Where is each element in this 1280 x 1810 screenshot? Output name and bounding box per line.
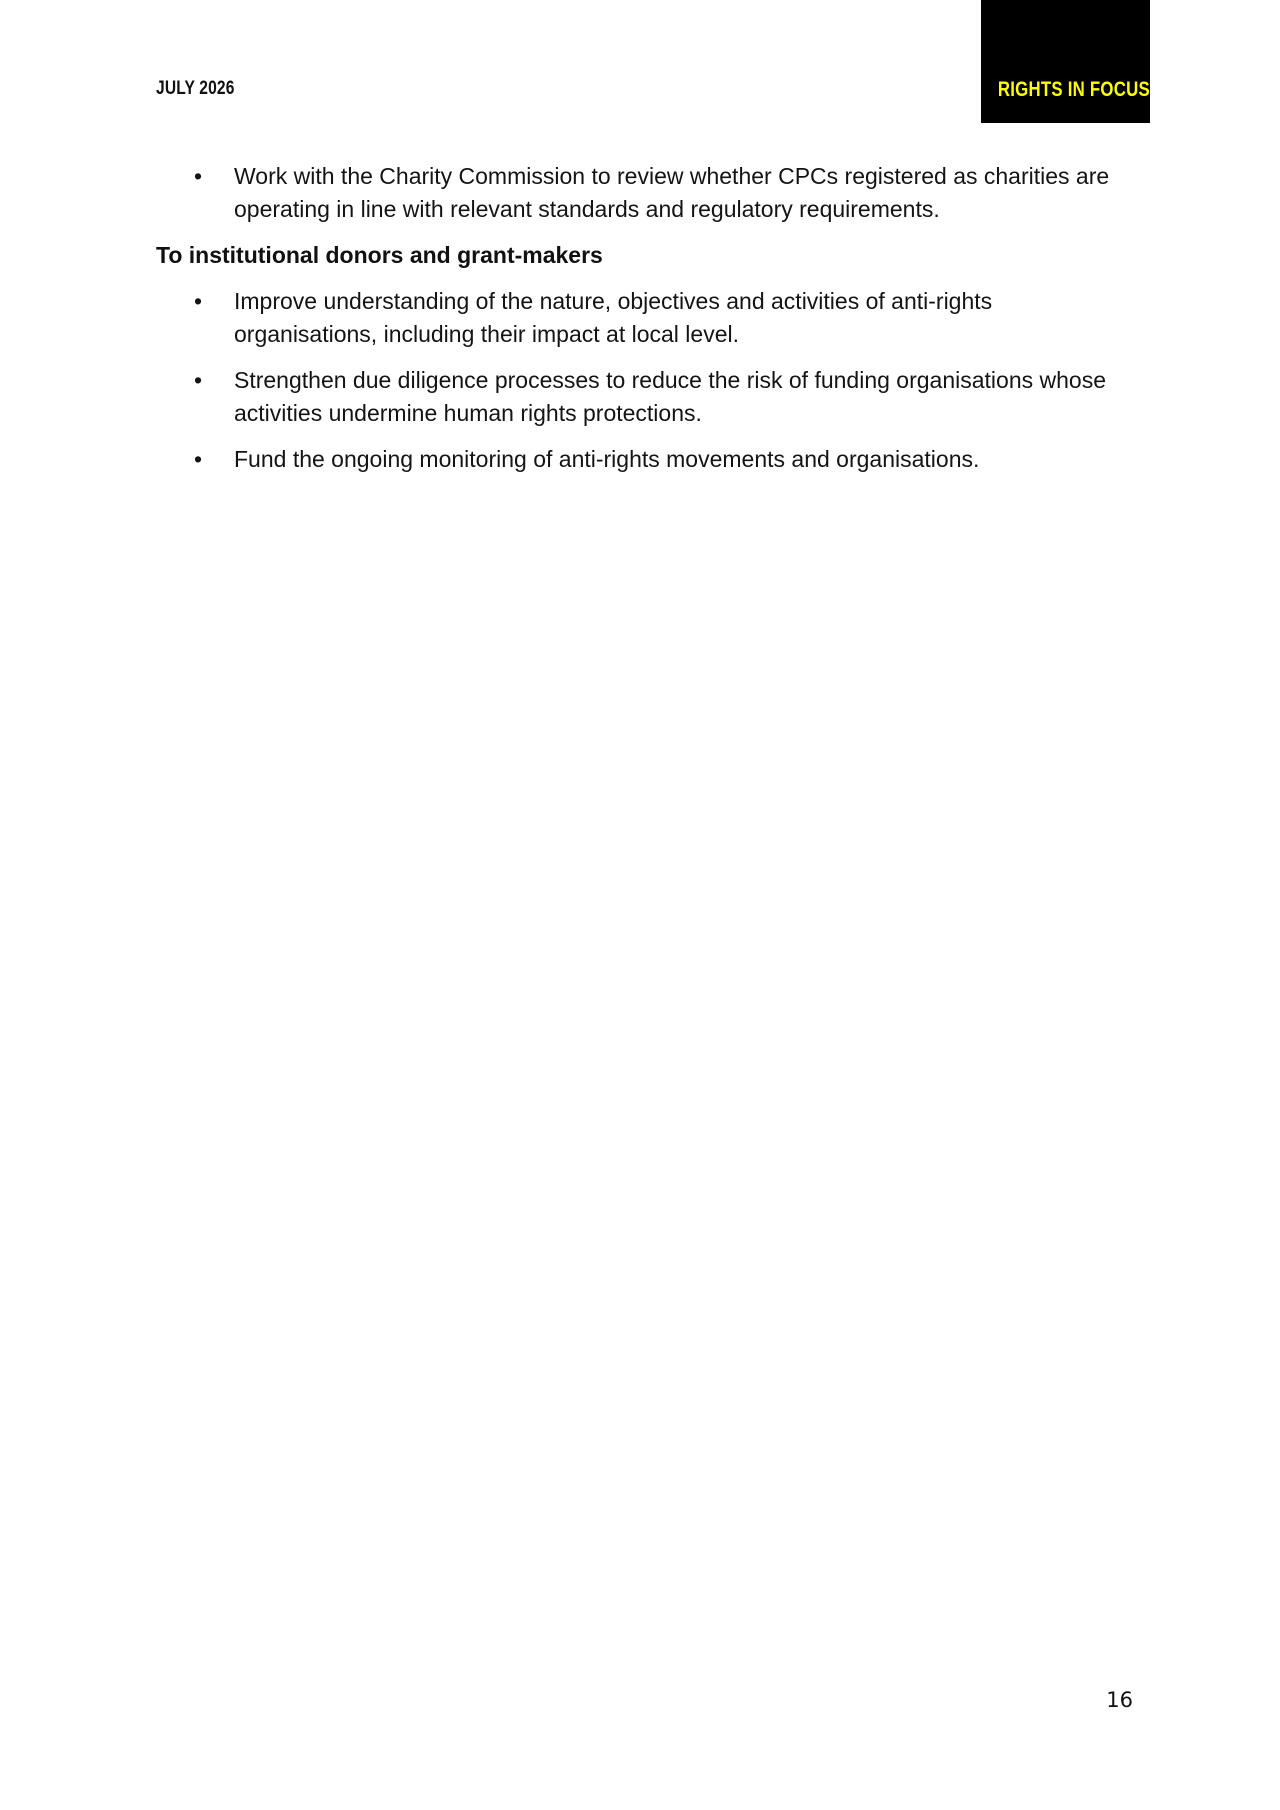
header-date: JULY 2026 — [156, 78, 235, 99]
list-item-text: Improve understanding of the nature, objectives and activities of anti-rights organisations, including their impact at local level. — [234, 288, 993, 347]
list-item — [156, 443, 1136, 476]
list-item-text: Work with the Charity Commission to review whether CPCs registered as charities are operating in line with relevant standards and regulatory requirements. — [234, 163, 1110, 222]
bullet-icon: • — [194, 446, 203, 472]
page-number: 16 — [1106, 1688, 1133, 1712]
page-content — [156, 160, 1136, 489]
header-tab-label: RIGHTS IN FOCUS — [997, 78, 1150, 101]
donors-bullet-list — [156, 285, 1136, 476]
header-tab — [981, 0, 1150, 123]
list-item — [156, 285, 1136, 351]
list-item-text: Strengthen due diligence processes to reduce the risk of funding organisations whose activities undermine human rights protections. — [234, 367, 1106, 426]
list-item-text: Fund the ongoing monitoring of anti-rights movements and organisations. — [234, 446, 980, 472]
intro-bullet-list — [156, 160, 1136, 226]
bullet-icon: • — [194, 367, 203, 393]
section-heading: To institutional donors and grant-makers — [156, 242, 603, 268]
list-item — [156, 364, 1136, 430]
list-item — [156, 160, 1136, 226]
bullet-icon: • — [194, 288, 203, 314]
bullet-icon: • — [194, 163, 203, 189]
